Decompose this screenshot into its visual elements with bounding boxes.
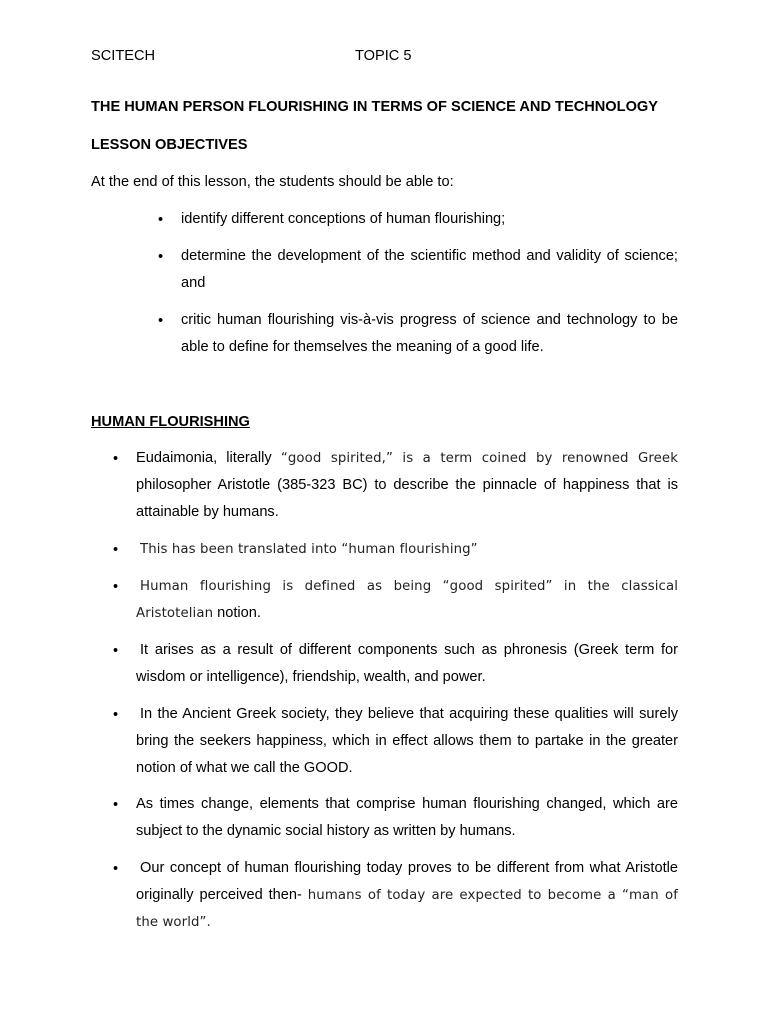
section-item-6: As times change, elements that comprise human flourishing changed, which are subject to the dynamic social history as written by humans.	[136, 796, 678, 839]
section-heading: HUMAN FLOURISHING	[91, 414, 250, 430]
document-title: THE HUMAN PERSON FLOURISHING IN TERMS OF SCIENCE AND TECHNOLOGY	[91, 99, 659, 115]
section-bullet: •	[113, 861, 119, 877]
section-item-3	[136, 573, 678, 627]
objectives-intro: At the end of this lesson, the students should be able to:	[91, 174, 454, 190]
section-item-3-part-b: Human flourishing is defined as being “good spirited” in the classical Aristotelian	[136, 579, 678, 621]
objective-bullet: •	[158, 313, 164, 329]
objective-bullet: •	[158, 212, 164, 228]
section-item-1-part-a: Eudaimonia, literally	[136, 450, 281, 466]
section-bullet: •	[113, 797, 119, 813]
objective-item-2: determine the development of the scientific method and validity of science; and	[181, 248, 678, 291]
objective-item-3: critic human flourishing vis-à-vis progress of science and technology to be able to define for themselves the meaning of a good life.	[181, 312, 678, 355]
objective-item-1: identify different conceptions of human flourishing;	[181, 211, 506, 227]
section-item-5: In the Ancient Greek society, they believe that acquiring these qualities will surely bring the seekers happiness, which in effect allows them to partake in the greater notion of what we call the GOOD.	[136, 706, 678, 776]
section-item-2-text: This has been translated into “human flourishing”	[140, 542, 478, 557]
header-topic: TOPIC 5	[355, 48, 412, 64]
section-item-1-part-b: “good spirited,” is a term coined by renowned Greek	[280, 451, 679, 466]
objective-bullet: •	[158, 249, 164, 265]
section-item-7-part-a: Our concept of human flourishing today proves to be different from what Aristotle originally perceived then-	[136, 860, 678, 903]
section-bullet: •	[113, 707, 119, 723]
section-item-4: It arises as a result of different components such as phronesis (Greek term for wisdom or intelligence), friendship, wealth, and power.	[136, 642, 678, 685]
section-bullet: •	[113, 643, 119, 659]
section-item-1-part-c: philosopher Aristotle (385-323 BC) to describe the pinnacle of happiness that is attainable by humans.	[136, 477, 678, 520]
section-item-3-part-c: notion.	[213, 605, 261, 621]
header-course: SCITECH	[91, 48, 156, 64]
section-item-1	[136, 445, 678, 526]
section-item-7	[136, 855, 678, 936]
section-bullet: •	[113, 451, 119, 467]
section-item-7-part-b: humans of today are expected to become a “man of the world”.	[136, 888, 679, 930]
section-item-2	[140, 536, 678, 563]
objectives-heading: LESSON OBJECTIVES	[91, 137, 248, 153]
section-bullet: •	[113, 542, 119, 558]
section-bullet: •	[113, 579, 119, 595]
